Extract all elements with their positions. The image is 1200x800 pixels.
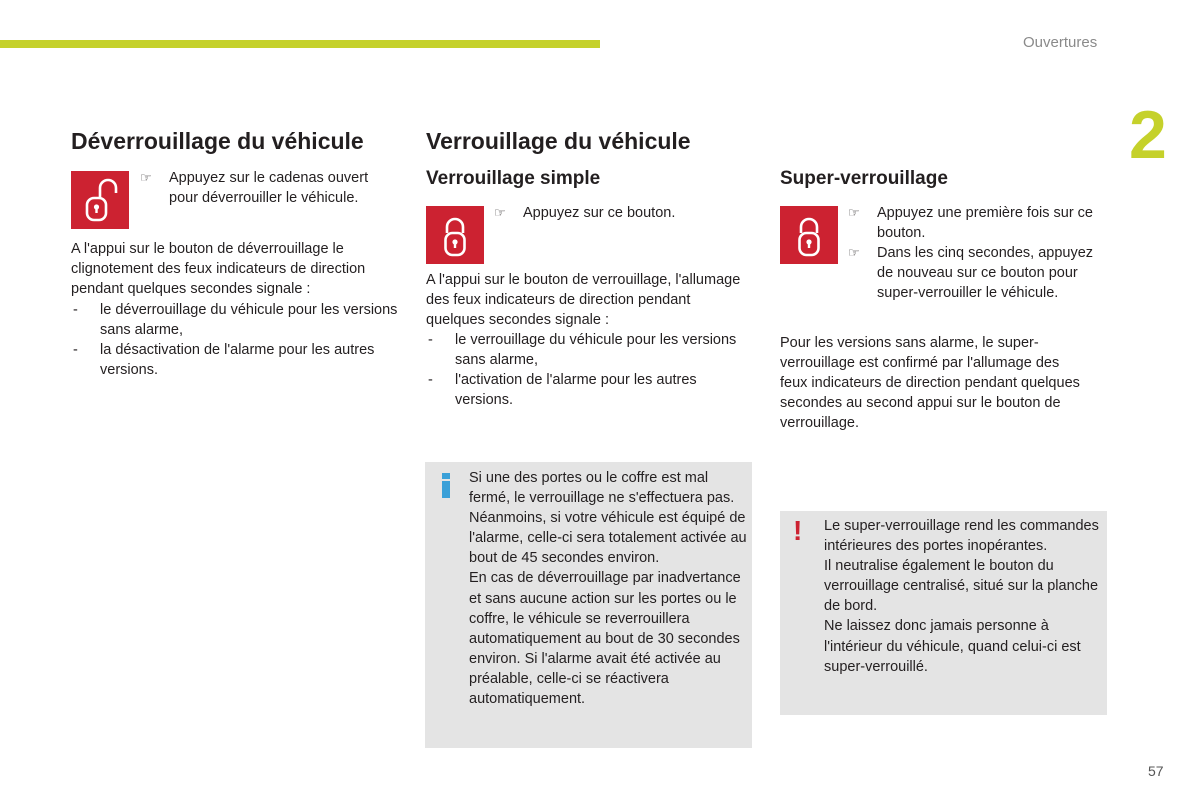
- warning-note: [780, 511, 1107, 715]
- warning-note-text: Le super-verrouillage rend les commandes intérieures des portes inopérantes. Il neutralise également le bouton du verrouillage centralisé, situé sur la planche de bord. Ne laissez donc jamais personne à l'intérieur du véhicule, quand celui-ci est super-verrouillé.: [824, 518, 1099, 675]
- unlocking-step: ☞ Appuyez sur le cadenas ouvert pour déverrouiller le véhicule.: [140, 170, 369, 206]
- accent-bar: [0, 40, 600, 48]
- simple-locking-step: ☞ Appuyez sur ce bouton.: [494, 205, 676, 221]
- super-locking-step-1: ☞ Appuyez une première fois sur ce bouton.: [848, 205, 1093, 241]
- hand-pointer-icon: ☞: [494, 205, 506, 220]
- info-note-text: Si une des portes ou le coffre est mal fermé, le verrouillage ne s'effectuera pas. Néanmoins, si votre véhicule est équipé de l'alarme, celle-ci sera totalement activée au bout de 45 secondes environ. En cas de déverrouillage par inadvertance et sans aucune action sur les portes ou le coffre, le véhicule se reverrouillera automatiquement au bout de 30 secondes environ. Si l'alarme avait été activée au préalable, celle-ci se réactivera automatiquement.: [469, 470, 747, 708]
- simple-locking-list: [426, 330, 746, 410]
- warning-icon: !: [793, 515, 803, 546]
- page-number: 57: [1148, 763, 1164, 779]
- super-locking-title: Super-verrouillage: [780, 168, 948, 189]
- super-locking-step-2: ☞ Dans les cinq secondes, appuyez de nouveau sur ce bouton pour super-verrouiller le véhicule.: [848, 245, 1094, 301]
- unlocking-list: [71, 300, 401, 380]
- open-padlock-icon: [71, 171, 129, 229]
- info-note: [425, 462, 752, 748]
- unlocking-description: A l'appui sur le bouton de déverrouillage le clignotement des feux indicateurs de direction pendant quelques secondes signale :: [71, 241, 366, 297]
- list-item: - l'activation de l'alarme pour les autres versions.: [428, 372, 697, 408]
- hand-pointer-icon: ☞: [848, 245, 860, 260]
- list-item: - le verrouillage du véhicule pour les versions sans alarme,: [428, 332, 737, 368]
- list-item: - la désactivation de l'alarme pour les autres versions.: [73, 342, 375, 378]
- simple-locking-description: A l'appui sur le bouton de verrouillage, l'allumage des feux indicateurs de direction pendant quelques secondes signale :: [426, 272, 741, 328]
- closed-padlock-icon: [426, 206, 484, 264]
- hand-pointer-icon: ☞: [848, 205, 860, 220]
- closed-padlock-icon: [780, 206, 838, 264]
- super-locking-description: Pour les versions sans alarme, le super-verrouillage est confirmé par l'allumage des feux indicateurs de direction pendant quelques secondes au second appui sur le bouton de verrouillage.: [780, 335, 1080, 431]
- simple-locking-title: Verrouillage simple: [426, 168, 601, 189]
- locking-title: Verrouillage du véhicule: [426, 128, 691, 154]
- hand-pointer-icon: ☞: [140, 170, 152, 185]
- unlocking-title: Déverrouillage du véhicule: [71, 128, 364, 154]
- section-title: Ouvertures: [1023, 34, 1098, 51]
- chapter-number: 2: [1129, 97, 1167, 173]
- info-icon: [439, 468, 453, 498]
- list-item: - le déverrouillage du véhicule pour les versions sans alarme,: [73, 302, 398, 338]
